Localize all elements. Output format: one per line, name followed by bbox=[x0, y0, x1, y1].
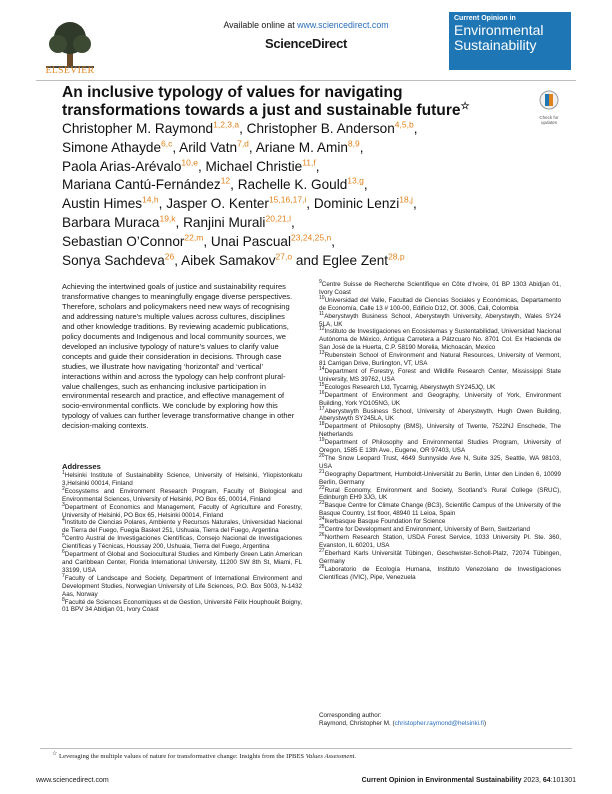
author-separator: , bbox=[331, 233, 335, 249]
address-entry bbox=[62, 596, 302, 615]
corresponding-email-link[interactable]: christopher.raymond@helsinki.fi bbox=[394, 719, 484, 727]
available-online bbox=[200, 20, 412, 30]
author-name: Arild Vatn bbox=[179, 139, 238, 155]
address-entry bbox=[319, 389, 561, 408]
check-updates-line1: Check for bbox=[539, 115, 559, 120]
abstract: Achieving the intertwined goals of justice and sustainability requires transformative changes to meaningfully engage diverse perspectives. Therefore, scholars and policymakers need new ways of recognising and addressing nature’s multiple values across cultures, disciplines and other knowledge traditions. By reviewing academic publications, policy documents and Indigenous and local community sources, we developed an inclusive typology of nature’s values to clarify value concepts and guide their consideration in decisions. Through case studies, we illustrate how navigating ‘horizontal’ and ‘vertical’ interactions within and across the typology can help confront plural-value challenges, such as enhancing inclusive participation in environmental research and practice, and effective management of socio-environmental conflicts. We conclude by exploring how this typology of values can further leverage transformative change in other decision-making contexts. bbox=[62, 282, 295, 431]
footer-url[interactable]: www.sciencedirect.com bbox=[36, 777, 109, 784]
address-number: 26 bbox=[319, 531, 325, 538]
address-entry bbox=[319, 526, 561, 534]
address-text: Geography Department, Humboldt-Universität zu Berlin, Unter den Linden 6, 10099 Berlin, Germany bbox=[319, 470, 561, 486]
address-entry bbox=[62, 501, 302, 520]
address-text: Department of Global and Sociocultural Studies and Kimberly Green Latin American and Caribbean Center, Florida International University, 11200 SW 8th St, Miami, FL 33199, USA bbox=[62, 551, 302, 574]
title-line-1: An inclusive typology of values for navigating bbox=[62, 84, 403, 101]
address-number: 28 bbox=[319, 563, 325, 570]
author-name: Jasper O. Kenter bbox=[166, 196, 269, 212]
corresponding-contact bbox=[319, 720, 569, 728]
author-affiliation-sup[interactable]: 14,h bbox=[142, 194, 159, 205]
address-entry bbox=[62, 485, 302, 504]
address-text: Instituto de Ciencias Polares, Ambiente y Recursos Naturales, Universidad Nacional de Tierra del Fuego, Fuegia Basket 251, Ushuaia, Tierra del Fuego, Argentina bbox=[62, 519, 302, 535]
address-entry bbox=[319, 405, 561, 424]
author-name: Eglee Zent bbox=[322, 252, 389, 268]
author-separator: , bbox=[291, 214, 295, 230]
address-entry bbox=[319, 518, 561, 526]
address-number: 18 bbox=[319, 421, 325, 428]
footnote-text: Leveraging the multiple values of nature for transformative change: Insights from the IPBES bbox=[59, 753, 306, 760]
author-affiliation-sup[interactable]: 12 bbox=[220, 175, 231, 186]
address-text: Instituto de Investigaciones en Ecosistemas y Sustentabilidad, Universidad Nacional Autónoma de México, Antigua Carretera a Pátzcuaro No. 8701 Col. Ex Hacienda de San José de la Huerta, C.P. 58190 Morelia, Michoacán, Mexico bbox=[319, 328, 561, 352]
address-text: Department of Economics and Management, Faculty of Agriculture and Forestry, University of Helsinki, PO Box 65, Helsinki 00014, Finland bbox=[62, 503, 302, 519]
author-affiliation-sup[interactable]: 20,21,l bbox=[265, 213, 291, 224]
author-affiliation-sup[interactable]: 26 bbox=[164, 251, 175, 262]
author-list bbox=[62, 120, 534, 270]
corresponding-author bbox=[319, 712, 569, 728]
address-entry bbox=[62, 548, 302, 575]
address-number: 12 bbox=[319, 326, 325, 333]
author-name: Sebastian O’Connor bbox=[62, 233, 185, 249]
author-name: Michael Christie bbox=[205, 158, 303, 174]
address-entry bbox=[319, 531, 561, 550]
address-text: The Snow Leopard Trust, 4649 Sunnyside Ave N, Suite 325, Seattle, WA 98103, USA bbox=[319, 454, 561, 470]
journal-banner bbox=[449, 12, 571, 70]
author-separator: , bbox=[363, 177, 368, 193]
address-number: 14 bbox=[319, 365, 325, 372]
address-entry bbox=[319, 563, 561, 582]
footer-year: 2023, bbox=[523, 777, 543, 784]
corresponding-close: ) bbox=[483, 719, 487, 727]
address-entry bbox=[62, 572, 302, 599]
author-affiliation-sup[interactable]: 28,p bbox=[388, 251, 405, 262]
address-number: 17 bbox=[319, 405, 325, 412]
address-entry bbox=[319, 502, 561, 518]
address-entry bbox=[62, 469, 302, 488]
address-text: Centre for Development and Environment, University of Bern, Switzerland bbox=[324, 526, 531, 534]
author-separator: , bbox=[359, 139, 364, 155]
article-title bbox=[62, 84, 542, 120]
author-name: Christopher M. Raymond bbox=[62, 121, 214, 136]
address-entry bbox=[319, 547, 561, 566]
author-name: Paola Arias-Arévalo bbox=[62, 158, 182, 174]
author-affiliation-sup[interactable]: 13,g bbox=[347, 175, 364, 186]
address-number: 20 bbox=[319, 452, 325, 459]
author-affiliation-sup[interactable]: 10,e bbox=[181, 157, 198, 168]
address-number: 21 bbox=[319, 468, 325, 475]
address-entry bbox=[319, 352, 561, 368]
addresses-left-list bbox=[62, 469, 302, 614]
check-updates-icon bbox=[539, 90, 559, 110]
addresses-right-list bbox=[319, 278, 561, 581]
addresses-right-column bbox=[319, 278, 561, 581]
author-name: Ariane M. Amin bbox=[255, 139, 348, 155]
author-name: Unai Pascual bbox=[210, 233, 291, 249]
journal-title-line1: Environmental bbox=[454, 22, 544, 38]
address-entry bbox=[319, 294, 561, 313]
author-separator: and bbox=[292, 252, 323, 268]
sciencedirect-wordmark: ScienceDirect bbox=[264, 36, 348, 51]
address-text: Department of Forestry, Forest and Wildlife Research Center, Mississippi State University, MS 39762, USA bbox=[319, 367, 561, 383]
publisher-name: ELSEVIER bbox=[45, 66, 95, 76]
address-text: Rural Economy, Environment and Society, Scotland’s Rural College (SRUC), Edinburgh EH9 3JG, UK bbox=[319, 486, 561, 502]
address-number: 5 bbox=[62, 533, 65, 540]
address-number: 8 bbox=[62, 596, 65, 603]
author-name: Christopher B. Anderson bbox=[246, 121, 395, 136]
corresponding-name: Raymond, Christopher M. ( bbox=[319, 719, 395, 727]
author-affiliation-sup[interactable]: 22,m bbox=[184, 232, 204, 243]
address-number: 6 bbox=[62, 548, 65, 555]
address-number: 9 bbox=[319, 278, 322, 285]
address-text: Ecologos Research Ltd, Tycarnig, Aberystwyth SY245JQ, UK bbox=[324, 383, 496, 391]
author-affiliation-sup[interactable]: 18,j bbox=[399, 194, 413, 205]
author-separator: , bbox=[413, 121, 418, 136]
address-number: 15 bbox=[319, 381, 325, 388]
check-updates-line2: updates bbox=[540, 120, 557, 125]
address-entry bbox=[319, 278, 561, 297]
address-entry bbox=[62, 519, 302, 535]
title-footnote bbox=[52, 750, 572, 760]
author-affiliation-sup[interactable]: 15,16,17,i bbox=[268, 194, 307, 205]
address-text: Eberhard Karls Universität Tübingen, Geschwister-Scholl-Platz, 72074 Tübingen, Germany bbox=[319, 549, 561, 565]
sciencedirect-link[interactable]: www.sciencedirect.com bbox=[297, 20, 389, 30]
address-text: Ecosystems and Environment Research Program, Faculty of Biological and Environmental Sciences, University of Helsinki, PO Box 65, 00014, Finland bbox=[62, 487, 302, 503]
addresses-heading: Addresses bbox=[62, 462, 101, 471]
author-separator: , bbox=[172, 139, 180, 155]
address-number: 7 bbox=[62, 572, 65, 579]
footnote-mark: ☆ bbox=[52, 750, 58, 757]
address-entry bbox=[319, 439, 561, 455]
address-entry bbox=[319, 468, 561, 487]
author-affiliation-sup[interactable]: 23,24,25,n bbox=[291, 232, 332, 243]
address-number: 24 bbox=[319, 516, 325, 523]
author-separator: , bbox=[248, 139, 256, 155]
journal-small-title: Current Opinion in bbox=[454, 15, 516, 22]
address-text: Helsinki Institute of Sustainability Science, University of Helsinki, Yliopistonkatu 3,Helsinki 00014, Finland bbox=[62, 472, 302, 487]
address-entry bbox=[319, 365, 561, 384]
address-entry bbox=[319, 310, 561, 329]
address-number: 16 bbox=[319, 389, 325, 396]
address-number: 11 bbox=[319, 310, 325, 317]
address-text: Centre Suisse de Recherche Scientifique en Côte d’Ivoire, 01 BP 1303 Abidjan 01, Ivory Coast bbox=[319, 281, 561, 296]
title-footnote-mark: ☆ bbox=[460, 100, 470, 112]
author-affiliation-sup[interactable]: 6,c bbox=[161, 138, 173, 149]
address-text: Faculty of Landscape and Society, Department of International Environment and Development Studies, Norwegian University of Life Sciences, P.O. Box 5003, N-1432 Aas, Norway bbox=[62, 574, 302, 598]
author-name: Mariana Cantú-Fernández bbox=[62, 177, 221, 193]
address-entry bbox=[62, 535, 302, 551]
address-number: 3 bbox=[62, 501, 65, 508]
address-entry bbox=[319, 328, 561, 352]
address-text: Aberystwyth Business School, University of Aberystwyth, Hugh Owen Building, Aberystwyth SY245LA, UK bbox=[319, 407, 561, 423]
author-affiliation-sup[interactable]: 27,o bbox=[275, 251, 293, 262]
author-name: Simone Athayde bbox=[62, 139, 161, 155]
author-separator: , bbox=[174, 252, 182, 268]
header-divider bbox=[36, 80, 576, 81]
address-number: 27 bbox=[319, 547, 325, 554]
addresses-left-column bbox=[62, 462, 302, 614]
footnote-italic: Values Assessment. bbox=[305, 753, 357, 760]
author-name: Rachelle K. Gould bbox=[237, 177, 348, 193]
check-for-updates-badge[interactable] bbox=[536, 90, 562, 130]
author-affiliation-sup[interactable]: 8,9 bbox=[347, 138, 360, 149]
address-number: 19 bbox=[319, 437, 325, 444]
author-separator: , bbox=[203, 233, 211, 249]
address-text: Northern Research Station, USDA Forest Service, 1033 University Pl. Ste. 360, Evanston, IL 60201, USA bbox=[319, 534, 561, 549]
author-separator: , bbox=[315, 158, 320, 174]
author-affiliation-sup[interactable]: 7,d bbox=[237, 138, 249, 149]
address-entry bbox=[319, 423, 561, 439]
corresponding-label: Corresponding author: bbox=[319, 712, 382, 719]
address-entry bbox=[319, 381, 561, 392]
title-line-2-text: transformations towards a just and sustainable future bbox=[62, 102, 461, 119]
author-affiliation-sup[interactable]: 11,f bbox=[302, 157, 316, 168]
journal-title-line2: Sustainability bbox=[454, 37, 537, 53]
author-separator: , bbox=[175, 214, 184, 230]
address-entry bbox=[319, 484, 561, 503]
address-number: 25 bbox=[319, 524, 325, 530]
address-entry bbox=[319, 452, 561, 471]
address-number: 13 bbox=[319, 350, 325, 357]
address-number: 22 bbox=[319, 484, 325, 491]
author-name: Sonya Sachdeva bbox=[62, 252, 165, 268]
author-name: Ranjini Murali bbox=[183, 214, 266, 230]
author-affiliation-sup[interactable]: 4,5,b bbox=[394, 119, 414, 130]
address-text: Aberystwyth Business School, Aberystwyth University, Aberystwyth, Wales SY24 5LA, UK bbox=[319, 312, 561, 328]
author-separator: , bbox=[239, 121, 247, 136]
address-text: Centro Austral de Investigaciones Científicas, Consejo Nacional de Investigaciones Científicas y Técnicas, Houssay 200, Ushuaia, Tierra del Fuego, Argentina bbox=[62, 535, 302, 551]
address-number: 23 bbox=[319, 500, 325, 507]
author-separator: , bbox=[412, 196, 417, 212]
footer-volume: 64 bbox=[542, 777, 551, 784]
author-affiliation-sup[interactable]: 19,k bbox=[159, 213, 176, 224]
footer-article-number: :101301 bbox=[550, 777, 576, 784]
author-name: Barbara Muraca bbox=[62, 214, 160, 230]
author-name: Austin Himes bbox=[62, 196, 143, 212]
address-number: 10 bbox=[319, 294, 325, 301]
footer-citation bbox=[300, 777, 576, 784]
footnote-divider bbox=[40, 748, 572, 749]
address-text: Faculté de Sciences Economiques et de Gestion, Université Félix Houphouët Boigny, 01 BPV 34 Abidjan 01, Ivory Coast bbox=[62, 598, 302, 614]
address-text: Laboratorio de Ecología Humana, Instituto Venezolano de Investigaciones Científicas (IVIC), Pipe, Venezuela bbox=[319, 565, 561, 581]
available-online-prefix: Available online at bbox=[223, 20, 298, 30]
address-number: 2 bbox=[62, 485, 65, 492]
address-text: Rubenstein School of Environment and Natural Resources, University of Vermont, 81 Carrigan Drive, Burlington, VT, USA bbox=[319, 352, 561, 368]
address-number: 1 bbox=[62, 469, 65, 476]
author-separator: , bbox=[197, 158, 206, 174]
address-number: 4 bbox=[62, 517, 65, 524]
author-name: Dominic Lenzi bbox=[313, 196, 400, 212]
address-text: Department of Philosophy (BMS), University of Twente, 7522NJ Enschede, The Netherlands bbox=[319, 423, 561, 439]
author-separator: , bbox=[306, 196, 314, 212]
author-affiliation-sup[interactable]: 1,2,3,a bbox=[213, 119, 240, 130]
author-separator: , bbox=[230, 177, 238, 193]
address-text: Universidad del Valle, Facultad de Ciencias Sociales y Económicas, Departamento de Economía, Calle 13 # 100-00, Edificio D12, Of. 3006, Cali, Colombia bbox=[319, 296, 561, 312]
footer-journal: Current Opinion in Environmental Sustainability bbox=[361, 777, 522, 784]
address-text: Basque Centre for Climate Change (BC3), Scientific Campus of the University of the Basque Country, 1st floor, 48940 11 Leioa, Spain bbox=[319, 502, 561, 518]
address-text: Department of Environment and Geography, University of York, Environment Building, York YO105NG, UK bbox=[319, 391, 561, 407]
author-separator: , bbox=[158, 196, 167, 212]
address-text: Department of Philosophy and Environmental Studies Program, University of Oregon, 1585 E 13th Ave., Eugene, OR 97403, USA bbox=[319, 439, 561, 455]
title-line-2 bbox=[62, 102, 542, 120]
address-text: Ikerbasque Basque Foundation for Science bbox=[324, 518, 446, 526]
author-name: Aibek Samakov bbox=[181, 252, 276, 268]
